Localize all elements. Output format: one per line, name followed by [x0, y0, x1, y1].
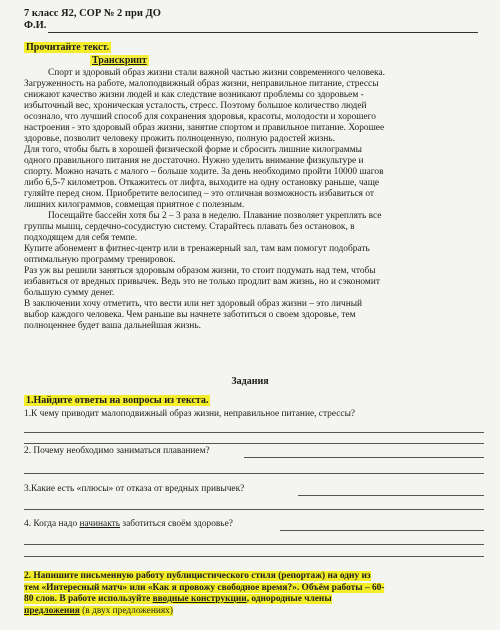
question-4-misspelled-word: начинакть	[79, 519, 121, 529]
text-line: Для того, чтобы быть в хорошей физической форме и сбросить лишние килограммы	[24, 145, 362, 155]
text-line: снижают качество жизни людей и как следствие возникают проблемы со здоровьем -	[24, 90, 364, 100]
answer-line-2b[interactable]	[24, 473, 484, 474]
class-line: 7 класс Я2, СОР № 2 при ДО	[24, 8, 161, 19]
tasks-heading: Задания	[231, 376, 269, 387]
task2-line: , однородные члены	[246, 594, 332, 604]
text-line: одного правильного питания не достаточно. Нужно уделить внимание физкультуре и	[24, 156, 364, 166]
text-line: либо 6,5-7 километров. Откажитесь от лифта, выходите на одну остановку раньше, чаще	[24, 178, 380, 188]
text-line: спорту. Можно начать с малого – больше ходите. За день необходимо пройти 10000 шагов	[24, 167, 384, 177]
question-1: 1.К чему приводит малоподвижный образ жизни, неправильное питание, стрессы?	[24, 409, 356, 419]
task2-line: 80 слов. В работе используйте	[24, 594, 153, 604]
answer-line-4a[interactable]	[280, 530, 484, 531]
text-line: лишних килограммов, совмещая приятное с полезным.	[24, 200, 245, 210]
text-line: Загруженность на работе, малоподвижный образ жизни, неправильное питание, стрессы	[24, 79, 379, 89]
answer-line-2a[interactable]	[244, 457, 484, 458]
answer-line-3a[interactable]	[298, 495, 484, 496]
fio-label: Ф.И.	[24, 20, 47, 31]
question-4-part: 4. Когда надо	[24, 519, 80, 529]
text-line: гуляйте перед сном. Приобретите велосипед – это отличная возможность избавиться от	[24, 189, 375, 199]
question-4-part: заботиться своём здоровье?	[120, 519, 233, 529]
task2-line: (в двух предложениях)	[79, 605, 173, 616]
text-title: Транскрипт	[92, 55, 147, 66]
text-line: полноценнее будет ваша дальнейшая жизнь.	[24, 321, 201, 331]
instruction-read-text: Прочитайте текст.	[26, 42, 110, 53]
text-line: большую сумму денег.	[24, 288, 115, 298]
fio-underline	[48, 32, 478, 33]
text-line: В заключении хочу отметить, что вести или нет здоровый образ жизни – это личный	[24, 299, 363, 309]
question-3: 3.Какие есть «плюсы» от отказа от вредных привычек?	[24, 484, 245, 494]
text-line: Купите абонемент в фитнес-центр или в тренажерный зал, там вам помогут подобрать	[24, 244, 370, 254]
task2-block	[24, 571, 484, 617]
question-2: 2. Почему необходимо заниматься плаванием?	[24, 446, 210, 456]
text-line: избыточный вес, хроническая усталость, стресс. Поэтому большое количество людей	[24, 101, 367, 111]
answer-line-1b[interactable]	[24, 443, 484, 444]
task2-underlined-phrase: вводные конструкции	[152, 594, 247, 604]
answer-line-4c[interactable]	[24, 556, 484, 557]
text-line: выбор каждого человека. Чем раньше вы начнете заботиться о своем здоровье, тем	[24, 310, 356, 320]
text-line: Посещайте бассейн хотя бы 2 – 3 раза в неделю. Плавание позволяет укреплять все	[48, 211, 382, 221]
question-4	[24, 519, 233, 529]
text-line: оптимальную программу тренировок.	[24, 255, 176, 265]
task1-title: 1.Найдите ответы на вопросы из текста.	[26, 395, 209, 406]
task2-underlined-word: предложения	[24, 605, 80, 616]
text-line: Спорт и здоровый образ жизни стали важной частью жизни современного человека.	[48, 68, 385, 78]
answer-line-3b[interactable]	[24, 509, 484, 510]
answer-line-4b[interactable]	[24, 544, 484, 545]
task2-line: 2. Напишите письменную работу публицистического стиля (репортаж) на одну из	[24, 571, 371, 581]
answer-line-1a[interactable]	[24, 432, 484, 433]
text-line: Раз уж вы решили заняться здоровым образом жизни, то стоит подумать над тем, чтобы	[24, 266, 376, 276]
task2-line: тем «Интересный матч» или «Как я провожу свободное время?». Объём работы – 60-	[24, 582, 385, 593]
text-line: здоровье, позволит человеку прожить полноценную, полную радостей жизнь.	[24, 134, 336, 144]
reading-text	[24, 68, 484, 332]
text-line: настроения - это здоровый образ жизни, занятие спортом и правильное питание. Хорошее	[24, 123, 385, 133]
text-line: группы мышц, сердечно-сосудистую систему. Старайтесь плавать без остановок, в	[24, 222, 355, 232]
text-line: осознало, что лучший способ для сохранения здоровья, красоты, молодости и хорошего	[24, 112, 376, 122]
text-line: избавиться от вредных привычек. Ведь это не только продлит вам жизнь, но и сэкономит	[24, 277, 380, 287]
text-line: подходящем для себя темпе.	[24, 233, 138, 243]
